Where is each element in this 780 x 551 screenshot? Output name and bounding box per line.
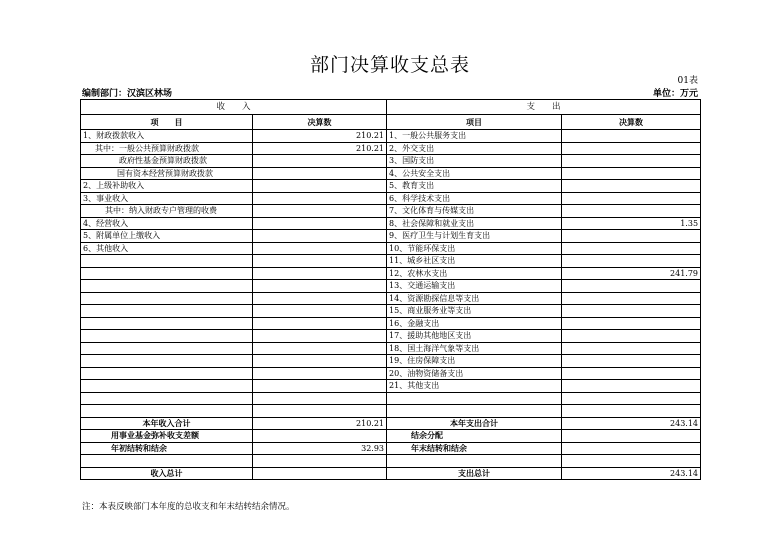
income-amount [253,405,387,418]
page-title: 部门决算收支总表 [309,54,470,76]
income-amount [253,155,387,168]
department-label: 编制部门：汉滨区林场 [82,89,173,99]
expense-amount [562,155,701,168]
expense-amount [562,230,701,243]
expense-item: 21、其他支出 [387,380,562,393]
table-row [81,142,701,155]
table-row [81,255,701,268]
expense-item: 5、教育支出 [387,180,562,193]
income-item [81,280,253,293]
expense-item: 8、社会保障和就业支出 [387,217,562,230]
income-item [81,255,253,268]
expense-item: 7、文化体育与传媒支出 [387,205,562,218]
income-item [81,380,253,393]
income-item [81,317,253,330]
income-amount: 210.21 [253,142,387,155]
expense-amount [562,392,701,405]
income-item: 其中：纳入财政专户管理的收费 [81,205,253,218]
table-row [81,267,701,280]
expense-total-value: 243.14 [562,417,701,430]
table-body [81,130,701,418]
fund-row [81,430,701,443]
carry-out-value [562,442,701,455]
expense-item: 18、国土海洋气象等支出 [387,342,562,355]
income-item: 6、其他收入 [81,242,253,255]
income-amount [253,192,387,205]
income-item: 其中：一般公共预算财政拨款 [81,142,253,155]
expense-item: 20、油物资储备支出 [387,367,562,380]
income-item [81,367,253,380]
unit-label: 单位：万元 [652,89,698,99]
income-sum-label: 收入总计 [81,467,253,480]
table-row [81,242,701,255]
distribution-label: 结余分配 [387,430,562,443]
carryover-row [81,442,701,455]
fund-label: 用事业基金弥补收支差额 [81,430,253,443]
table-row [81,330,701,343]
expense-amount [562,367,701,380]
income-amount [253,292,387,305]
income-item: 政府性基金预算财政拨款 [81,155,253,168]
table-row [81,392,701,405]
income-amount [253,267,387,280]
expense-amount [562,330,701,343]
section-header-row [81,100,701,115]
table-row [81,155,701,168]
income-item: 4、经营收入 [81,217,253,230]
income-item: 2、上级补助收入 [81,180,253,193]
income-amount [253,230,387,243]
spacer-row [81,455,701,468]
expense-sum-value: 243.14 [562,467,701,480]
income-amount [253,180,387,193]
expense-amount: 1.35 [562,217,701,230]
table-row [81,405,701,418]
grand-total-row [81,467,701,480]
expense-total-label: 本年支出合计 [387,417,562,430]
expense-amount [562,355,701,368]
table-row [81,380,701,393]
expense-amount [562,405,701,418]
expense-amount [562,242,701,255]
income-amount [253,217,387,230]
income-amount [253,342,387,355]
expense-item: 1、一般公共服务支出 [387,130,562,143]
expense-amount: 241.79 [562,267,701,280]
expense-item: 10、节能环保支出 [387,242,562,255]
expense-section-header: 支 出 [387,100,701,115]
income-amount-header: 决算数 [253,115,387,130]
expense-amount [562,317,701,330]
table-row [81,355,701,368]
expense-item: 16、金融支出 [387,317,562,330]
expense-amount [562,205,701,218]
total-row [81,417,701,430]
income-item [81,305,253,318]
income-amount [253,355,387,368]
expense-amount [562,380,701,393]
expense-amount [562,180,701,193]
table-row [81,367,701,380]
expense-item: 9、医疗卫生与计划生育支出 [387,230,562,243]
expense-item: 2、外交支出 [387,142,562,155]
income-section-header: 收 入 [81,100,387,115]
income-amount [253,205,387,218]
income-item: 1、财政拨款收入 [81,130,253,143]
income-amount [253,305,387,318]
carry-in-value: 32.93 [253,442,387,455]
expense-item: 15、商业服务业等支出 [387,305,562,318]
income-sum-value [253,467,387,480]
income-amount [253,330,387,343]
income-total-value: 210.21 [253,417,387,430]
expense-sum-label: 支出总计 [387,467,562,480]
expense-item: 13、交通运输支出 [387,280,562,293]
expense-amount [562,192,701,205]
expense-item: 4、公共安全支出 [387,167,562,180]
income-item: 3、事业收入 [81,192,253,205]
column-header-row [81,115,701,130]
expense-item-header: 项目 [387,115,562,130]
income-item [81,330,253,343]
table-row [81,130,701,143]
expense-amount [562,280,701,293]
table-row [81,292,701,305]
table-row [81,230,701,243]
carry-in-label: 年初结转和结余 [81,442,253,455]
income-total-label: 本年收入合计 [81,417,253,430]
expense-amount [562,255,701,268]
expense-amount [562,142,701,155]
expense-amount [562,130,701,143]
table-row [81,167,701,180]
income-item: 5、附属单位上缴收入 [81,230,253,243]
table-row [81,205,701,218]
expense-item: 3、国防支出 [387,155,562,168]
expense-amount [562,292,701,305]
income-amount [253,280,387,293]
income-amount [253,242,387,255]
income-amount [253,392,387,405]
income-item [81,355,253,368]
expense-item: 17、援助其他地区支出 [387,330,562,343]
table-row [81,305,701,318]
expense-item: 6、科学技术支出 [387,192,562,205]
expense-amount [562,305,701,318]
income-amount [253,317,387,330]
income-item [81,267,253,280]
table-row [81,317,701,330]
expense-item: 14、资源勘探信息等支出 [387,292,562,305]
income-amount [253,367,387,380]
fund-value [253,430,387,443]
income-item [81,405,253,418]
footnote: 注：本表反映部门本年度的总收支和年末结转结余情况。 [82,502,295,512]
table-row [81,217,701,230]
expense-amount [562,342,701,355]
table-row [81,280,701,293]
income-amount [253,167,387,180]
expense-item: 11、城乡社区支出 [387,255,562,268]
expense-item: 12、农林水支出 [387,267,562,280]
income-item: 国有资本经营预算财政拨款 [81,167,253,180]
income-item [81,342,253,355]
expense-amount [562,167,701,180]
form-number: 01表 [677,76,698,86]
distribution-value [562,430,701,443]
income-item [81,292,253,305]
expense-amount-header: 决算数 [562,115,701,130]
carry-out-label: 年末结转和结余 [387,442,562,455]
budget-table [80,99,701,480]
table-row [81,342,701,355]
table-row [81,180,701,193]
table-row [81,192,701,205]
expense-item: 19、住房保障支出 [387,355,562,368]
income-amount [253,380,387,393]
income-amount: 210.21 [253,130,387,143]
expense-item [387,392,562,405]
income-item-header: 项 目 [81,115,253,130]
expense-item [387,405,562,418]
income-item [81,392,253,405]
income-amount [253,255,387,268]
